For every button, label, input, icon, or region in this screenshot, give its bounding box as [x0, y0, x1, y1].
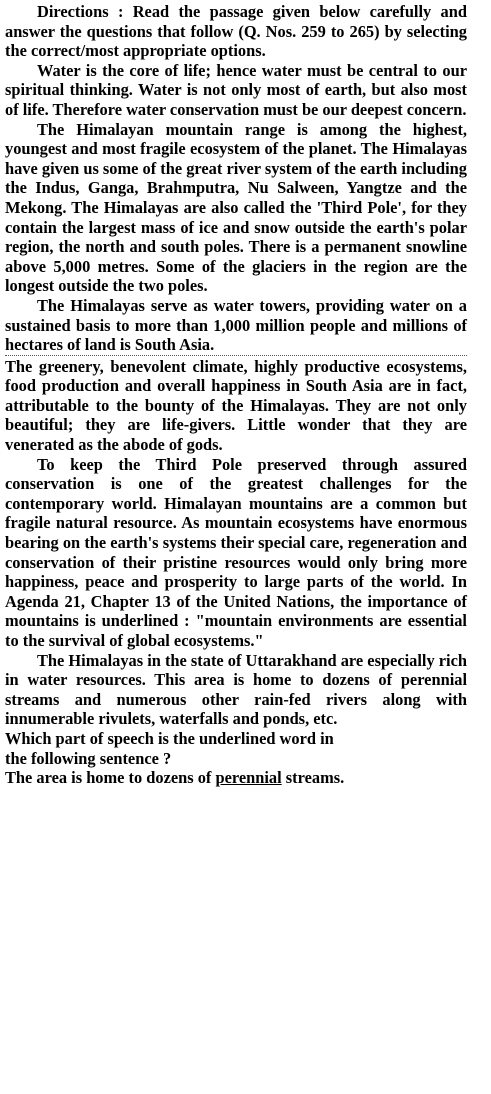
question-line-1: Which part of speech is the underlined word in	[5, 728, 334, 748]
sentence-after: streams.	[281, 768, 345, 788]
directions-paragraph: Directions : Read the passage given below carefully and answer the questions that follow (Q. Nos. 259 to 265) by selecting the correct/most appropriate options.	[5, 2, 467, 61]
passage-paragraph-3: The Himalayas serve as water towers, providing water on a sustained basis to more than 1,000 million people and millions of hectares of land is South Asia.	[5, 295, 467, 355]
dotted-divider	[5, 355, 467, 356]
passage-paragraph-4: To keep the Third Pole preserved through assured conservation is one of the greatest challenges for the contemporary world. Himalayan mountains are a common but fragile natural resource. As mountain ecosystems have enormous bearing on the earth's systems their special care, regeneration and conservation of their pristine resources would only bring more happiness, peace and prosperity to large parts of the world. In Agenda 21, Chapter 13 of the United Nations, the importance of mountains is underlined : "mountain environments are essential to the survival of global ecosystems."	[5, 454, 467, 650]
sentence-before: The area is home to dozens of	[5, 768, 216, 788]
passage-paragraph-1: Water is the core of life; hence water must be central to our spiritual thinking. Water is not only most of earth, but also most of life. Therefore water conservation must be our deepest concern.	[5, 60, 467, 119]
question-line-2: the following sentence ?	[5, 748, 172, 768]
passage-paragraph-2: The Himalayan mountain range is among the highest, youngest and most fragile ecosystem of the planet. The Himalayas have given us some of the great river system of the earth including the Indus, Ganga, Brahmputra, Nu Salween, Yangtze and the Mekong. The Himalayas are also called the 'Third Pole', for they contain the largest mass of ice and snow outside the earth's polar region, the north and south poles. There is a permanent snowline above 5,000 metres. Some of the glaciers in the region are the longest outside the two poles.	[5, 119, 467, 296]
question-sentence	[5, 768, 417, 788]
underlined-word: perennial	[215, 768, 282, 788]
passage-paragraph-3-continued: The greenery, benevolent climate, highly productive ecosystems, food production and overall happiness in South Asia are in fact, attributable to the bounty of the Himalayas. They are not only beautiful; they are life-givers. Little wonder that they are venerated as the abode of gods.	[5, 356, 467, 455]
passage-paragraph-5: The Himalayas in the state of Uttarakhand are especially rich in water resources. This area is home to dozens of perennial streams and numerous other rain-fed rivers along with innumerable rivulets, waterfalls and ponds, etc.	[5, 650, 467, 729]
document-page	[5, 2, 467, 788]
question-block	[5, 729, 467, 788]
